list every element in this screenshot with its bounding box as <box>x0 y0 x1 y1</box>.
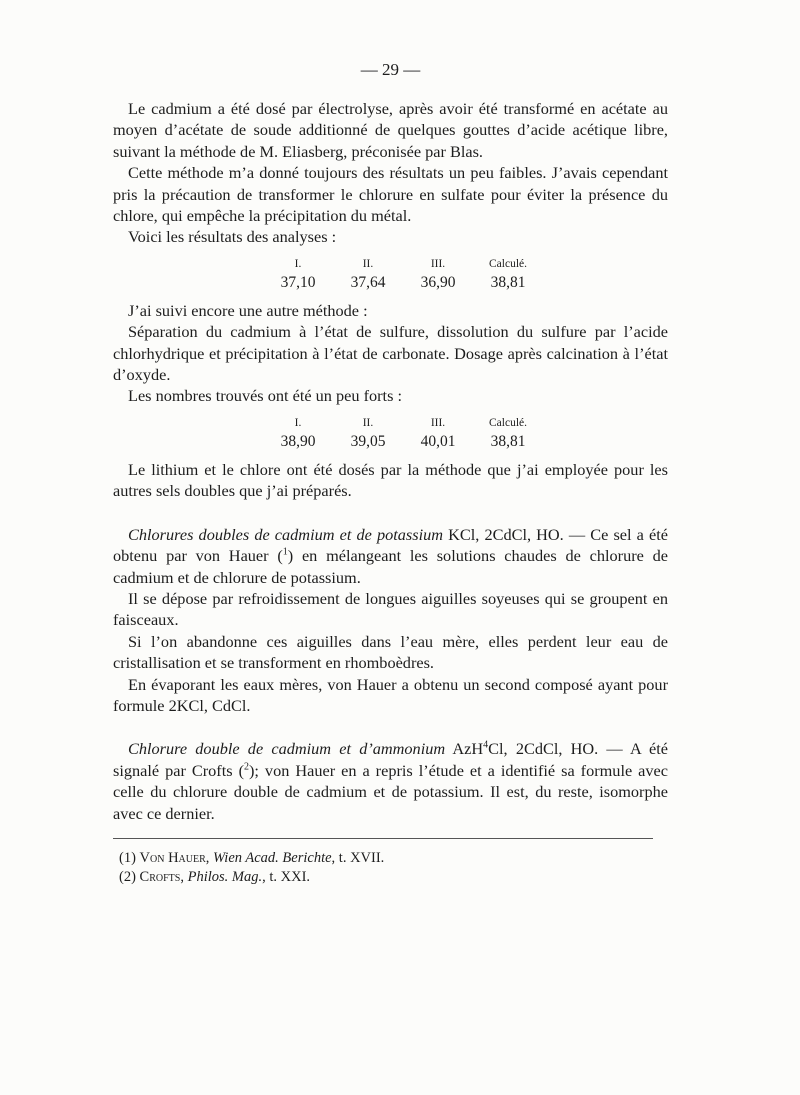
section-text: Ce sel a été obtenu par von Hauer ( <box>113 524 668 566</box>
paragraph-5: Séparation du cadmium à l’état de sulfure, dissolution du sulfure par l’acide chlorhydrique et précipitation à l’état de carbonate. Dosage après calcination à l’état d’oxyde. <box>113 322 668 385</box>
footnote-divider <box>113 838 653 839</box>
footnote-author: Von Hauer <box>139 849 206 866</box>
table1-value: 37,10 <box>280 273 316 291</box>
table2-header: I. <box>294 416 302 429</box>
paragraph-4: J’ai suivi encore une autre méthode : <box>128 300 368 320</box>
footnote-ref-1: 1 <box>282 546 288 558</box>
footnote-work: Wien Acad. Berichte <box>213 849 332 866</box>
footnote-mark: (2) <box>119 868 140 885</box>
table1-value: 37,64 <box>350 273 386 291</box>
footnote-2 <box>113 868 668 887</box>
section-text: ) en mélangeant les solutions chaudes de chlorure de cadmium et de chlorure de potassium. <box>113 546 668 587</box>
paragraph-3: Voici les résultats des analyses : <box>128 227 337 247</box>
footnote-sep: , <box>180 868 188 885</box>
footnote-ref-2: 2 <box>244 761 249 773</box>
section-text: ); von Hauer en a repris l’étude et a identifié sa formule avec celle du chlorure double de cadmium et de potassium. Il est, du reste, isomorphe avec ce dernier. <box>113 760 668 823</box>
table1-header: III. <box>430 257 446 270</box>
footnote-mark: (1) <box>119 849 140 866</box>
table1-value: 36,90 <box>420 273 456 291</box>
table2-value: 38,90 <box>280 432 316 450</box>
footnote-author: Crofts <box>139 868 181 885</box>
paragraph-7: Le lithium et le chlore ont été dosés par la méthode que j’ai employée pour les autres sels doubles que j’ai préparés. <box>113 459 668 501</box>
footnote-work: Philos. Mag. <box>187 868 263 885</box>
paragraph-1: Le cadmium a été dosé par électrolyse, après avoir été transformé en acétate au moyen d’acétate de soude additionné de quelques gouttes d’acide acétique libre, suivant la méthode de M. Eliasberg, préconisée par Blas. <box>113 99 668 161</box>
paragraph-8: Il se dépose par refroidissement de longues aiguilles soyeuses qui se groupent en faisceaux. <box>113 588 668 630</box>
section-title-ammonium: Chlorure double de cadmium et d’ammonium <box>128 739 446 759</box>
formula-potassium: KCl, 2CdCl, HO. — <box>443 524 591 544</box>
table2-value: 38,81 <box>490 432 526 450</box>
table1-header: I. <box>294 257 302 270</box>
table1-header: Calculé. <box>489 257 527 270</box>
table2-value: 40,01 <box>420 432 456 450</box>
page-body <box>113 60 668 887</box>
paragraph-10: En évaporant les eaux mères, von Hauer a obtenu un second composé ayant pour formule 2KCl, CdCl. <box>113 674 668 715</box>
section-potassium <box>113 524 668 588</box>
section-ammonium <box>113 738 668 824</box>
footnote-rest: , t. XXI. <box>262 868 311 885</box>
formula-superscript: 4 <box>483 739 489 751</box>
table1-value: 38,81 <box>490 273 526 291</box>
page-number: — 29 — <box>360 60 421 79</box>
section-gap <box>113 716 668 738</box>
results-table-1 <box>269 256 668 294</box>
section-title-potassium: Chlorures doubles de cadmium et de potassium <box>128 524 443 544</box>
paragraph-9: Si l’on abandonne ces aiguilles dans l’eau mère, elles perdent leur eau de cristallisation et se transforment en rhomboèdres. <box>113 631 668 673</box>
table2-header: III. <box>430 416 446 429</box>
table2-header: II. <box>362 416 374 429</box>
results-table-2 <box>269 415 668 453</box>
section-text: A été signalé par Crofts ( <box>113 739 668 780</box>
paragraph-2: Cette méthode m’a donné toujours des résultats un peu faibles. J’avais cependant pris la précaution de transformer le chlorure en sulfate pour éviter la présence du chlore, qui empêche la précipitation du métal. <box>113 163 668 226</box>
footnote-sep: , <box>205 849 214 866</box>
footnote-rest: , t. XVII. <box>331 849 385 866</box>
table1-header: II. <box>362 257 374 270</box>
formula-ammonium: AzH <box>445 739 484 759</box>
paragraph-6: Les nombres trouvés ont été un peu forts : <box>128 386 403 406</box>
formula-ammonium-rest: Cl, 2CdCl, HO. — <box>488 739 630 759</box>
section-gap <box>113 502 668 524</box>
table2-header: Calculé. <box>489 416 527 429</box>
footnote-1 <box>113 849 668 868</box>
table2-value: 39,05 <box>350 432 386 450</box>
